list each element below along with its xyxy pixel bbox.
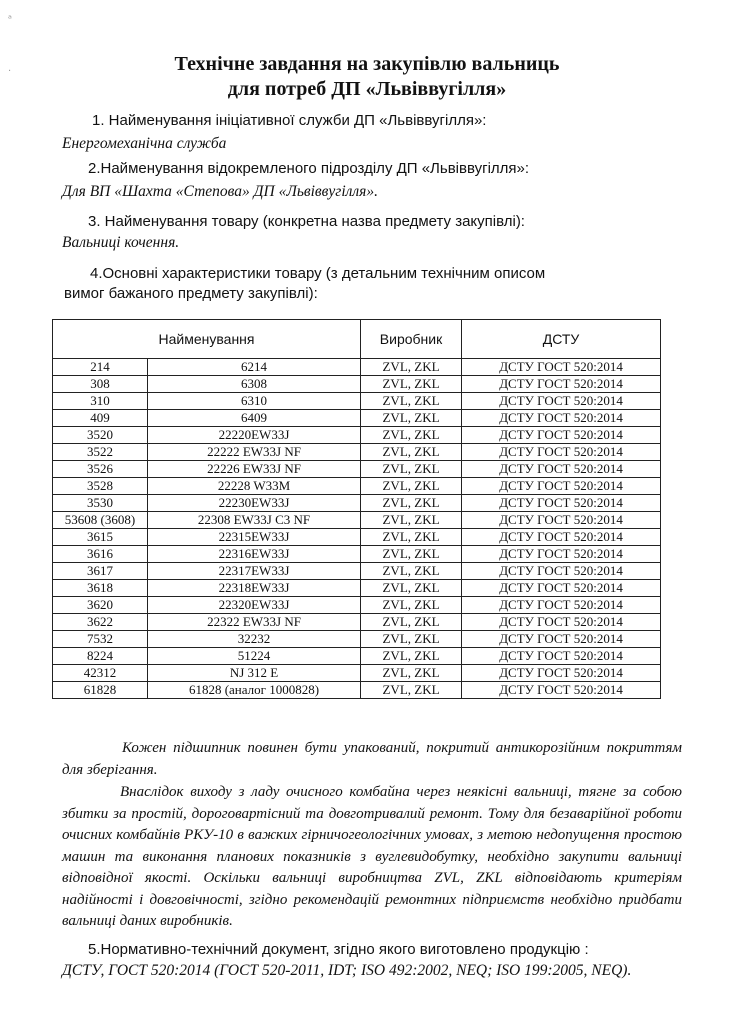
cell-manufacturer: ZVL, ZKL <box>361 631 462 648</box>
cell-designation: 6308 <box>148 376 361 393</box>
cell-code: 8224 <box>53 648 148 665</box>
cell-code: 3526 <box>53 461 148 478</box>
cell-manufacturer: ZVL, ZKL <box>361 410 462 427</box>
table-row <box>53 580 661 597</box>
table-row <box>53 478 661 495</box>
section5-heading: 5.Нормативно-технічний документ, згідно якого виготовлено продукцію : <box>88 941 589 958</box>
cell-designation: 22316EW33J <box>148 546 361 563</box>
cell-designation: NJ 312 E <box>148 665 361 682</box>
cell-code: 3615 <box>53 529 148 546</box>
margin-mark-top: ᵃ <box>8 14 12 25</box>
cell-manufacturer: ZVL, ZKL <box>361 648 462 665</box>
cell-standard: ДСТУ ГОСТ 520:2014 <box>462 682 661 699</box>
cell-designation: 22230EW33J <box>148 495 361 512</box>
cell-designation: 22320EW33J <box>148 597 361 614</box>
cell-standard: ДСТУ ГОСТ 520:2014 <box>462 495 661 512</box>
table-row <box>53 563 661 580</box>
cell-code: 214 <box>53 359 148 376</box>
cell-standard: ДСТУ ГОСТ 520:2014 <box>462 631 661 648</box>
cell-standard: ДСТУ ГОСТ 520:2014 <box>462 580 661 597</box>
table-row <box>53 665 661 682</box>
cell-code: 7532 <box>53 631 148 648</box>
cell-standard: ДСТУ ГОСТ 520:2014 <box>462 546 661 563</box>
column-header-manufacturer: Виробник <box>361 320 462 359</box>
bearing-spec-table <box>52 319 661 699</box>
cell-designation: 6409 <box>148 410 361 427</box>
cell-manufacturer: ZVL, ZKL <box>361 393 462 410</box>
table-row <box>53 614 661 631</box>
table-header-row <box>53 320 661 359</box>
cell-designation: 22308 EW33J C3 NF <box>148 512 361 529</box>
cell-manufacturer: ZVL, ZKL <box>361 444 462 461</box>
cell-code: 308 <box>53 376 148 393</box>
section1-heading: 1. Найменування ініціативної служби ДП «Львіввугілля»: <box>92 112 487 129</box>
cell-code: 3528 <box>53 478 148 495</box>
table-row <box>53 427 661 444</box>
document-title-line1: Технічне завдання на закупівлю вальниць <box>174 53 560 75</box>
cell-designation: 22228 W33M <box>148 478 361 495</box>
table-row <box>53 546 661 563</box>
cell-manufacturer: ZVL, ZKL <box>361 512 462 529</box>
section2-heading: 2.Найменування відокремленого підрозділу ДП «Львіввугілля»: <box>88 160 530 177</box>
cell-manufacturer: ZVL, ZKL <box>361 665 462 682</box>
cell-standard: ДСТУ ГОСТ 520:2014 <box>462 359 661 376</box>
section4-heading-line1: 4.Основні характеристики товару (з детальним технічним описом <box>90 265 546 282</box>
table-row <box>53 444 661 461</box>
cell-designation: 51224 <box>148 648 361 665</box>
cell-standard: ДСТУ ГОСТ 520:2014 <box>462 427 661 444</box>
cell-designation: 6310 <box>148 393 361 410</box>
table-row <box>53 359 661 376</box>
cell-standard: ДСТУ ГОСТ 520:2014 <box>462 614 661 631</box>
cell-designation: 22317EW33J <box>148 563 361 580</box>
cell-designation: 22222 EW33J NF <box>148 444 361 461</box>
cell-designation: 22220EW33J <box>148 427 361 444</box>
cell-manufacturer: ZVL, ZKL <box>361 461 462 478</box>
cell-code: 3622 <box>53 614 148 631</box>
section3-heading: 3. Найменування товару (конкретна назва предмету закупівлі): <box>88 213 525 230</box>
cell-manufacturer: ZVL, ZKL <box>361 546 462 563</box>
table-row <box>53 529 661 546</box>
cell-code: 3522 <box>53 444 148 461</box>
cell-code: 3520 <box>53 427 148 444</box>
cell-designation: 22226 EW33J NF <box>148 461 361 478</box>
cell-designation: 22322 EW33J NF <box>148 614 361 631</box>
cell-standard: ДСТУ ГОСТ 520:2014 <box>462 597 661 614</box>
section5-value: ДСТУ, ГОСТ 520:2014 (ГОСТ 520-2011, IDT; ISO 492:2002, NEQ; ISO 199:2005, NEQ). <box>62 962 632 979</box>
cell-standard: ДСТУ ГОСТ 520:2014 <box>462 563 661 580</box>
cell-standard: ДСТУ ГОСТ 520:2014 <box>462 478 661 495</box>
section3-value: Вальниці кочення. <box>62 234 180 251</box>
cell-manufacturer: ZVL, ZKL <box>361 359 462 376</box>
cell-standard: ДСТУ ГОСТ 520:2014 <box>462 444 661 461</box>
paragraph-packaging: Кожен підшипник повинен бути упакований, покритий антикорозійним покриттям для зберігання. <box>62 740 682 778</box>
cell-manufacturer: ZVL, ZKL <box>361 529 462 546</box>
cell-designation: 6214 <box>148 359 361 376</box>
column-header-standard: ДСТУ <box>462 320 661 359</box>
margin-mark-left: · <box>8 66 12 77</box>
cell-manufacturer: ZVL, ZKL <box>361 580 462 597</box>
cell-standard: ДСТУ ГОСТ 520:2014 <box>462 410 661 427</box>
cell-designation: 22318EW33J <box>148 580 361 597</box>
cell-standard: ДСТУ ГОСТ 520:2014 <box>462 529 661 546</box>
cell-standard: ДСТУ ГОСТ 520:2014 <box>462 393 661 410</box>
table-row <box>53 597 661 614</box>
cell-code: 409 <box>53 410 148 427</box>
cell-manufacturer: ZVL, ZKL <box>361 614 462 631</box>
cell-standard: ДСТУ ГОСТ 520:2014 <box>462 648 661 665</box>
cell-code: 3620 <box>53 597 148 614</box>
table-row <box>53 376 661 393</box>
cell-manufacturer: ZVL, ZKL <box>361 376 462 393</box>
cell-code: 42312 <box>53 665 148 682</box>
cell-manufacturer: ZVL, ZKL <box>361 427 462 444</box>
table-row <box>53 495 661 512</box>
document-title-line2: для потреб ДП «Львіввугілля» <box>227 78 507 100</box>
cell-code: 53608 (3608) <box>53 512 148 529</box>
cell-standard: ДСТУ ГОСТ 520:2014 <box>462 665 661 682</box>
cell-manufacturer: ZVL, ZKL <box>361 563 462 580</box>
section1-value: Енергомеханічна служба <box>62 135 227 152</box>
cell-standard: ДСТУ ГОСТ 520:2014 <box>462 461 661 478</box>
table-row <box>53 631 661 648</box>
table-row <box>53 648 661 665</box>
cell-designation: 32232 <box>148 631 361 648</box>
table-body <box>53 359 661 699</box>
cell-manufacturer: ZVL, ZKL <box>361 495 462 512</box>
section4-heading-line2: вимог бажаного предмету закупівлі): <box>64 285 318 302</box>
paragraph-justification: Внаслідок виходу з ладу очисного комбайна через неякісні вальниці, тягне за собою збитки за простій, дороговартісний та довготривалий ремонт. Тому для безаварійної роботи очисних комбайнів РКУ-10 в важких гірничогеологічних умовах, з метою недопущення простою машин та виконання планових показників з вуглевидобутку, необхідно закупити вальниці відповідної якості. Оскільки вальниці виробництва ZVL, ZKL відповідають критеріям надійності і довговічності, згідно рекомендацій ремонтних підприємств необхідно придбати вальниці даних виробників. <box>62 784 682 929</box>
cell-manufacturer: ZVL, ZKL <box>361 682 462 699</box>
cell-code: 61828 <box>53 682 148 699</box>
table-row <box>53 461 661 478</box>
cell-standard: ДСТУ ГОСТ 520:2014 <box>462 376 661 393</box>
cell-standard: ДСТУ ГОСТ 520:2014 <box>462 512 661 529</box>
table-row <box>53 410 661 427</box>
cell-designation: 61828 (аналог 1000828) <box>148 682 361 699</box>
table-row <box>53 682 661 699</box>
section2-value: Для ВП «Шахта «Степова» ДП «Львіввугілля». <box>62 183 378 200</box>
cell-code: 3618 <box>53 580 148 597</box>
table-row <box>53 393 661 410</box>
cell-manufacturer: ZVL, ZKL <box>361 478 462 495</box>
cell-code: 3530 <box>53 495 148 512</box>
cell-designation: 22315EW33J <box>148 529 361 546</box>
cell-code: 3617 <box>53 563 148 580</box>
cell-code: 3616 <box>53 546 148 563</box>
column-header-name: Найменування <box>53 320 361 359</box>
cell-manufacturer: ZVL, ZKL <box>361 597 462 614</box>
cell-code: 310 <box>53 393 148 410</box>
table-row <box>53 512 661 529</box>
